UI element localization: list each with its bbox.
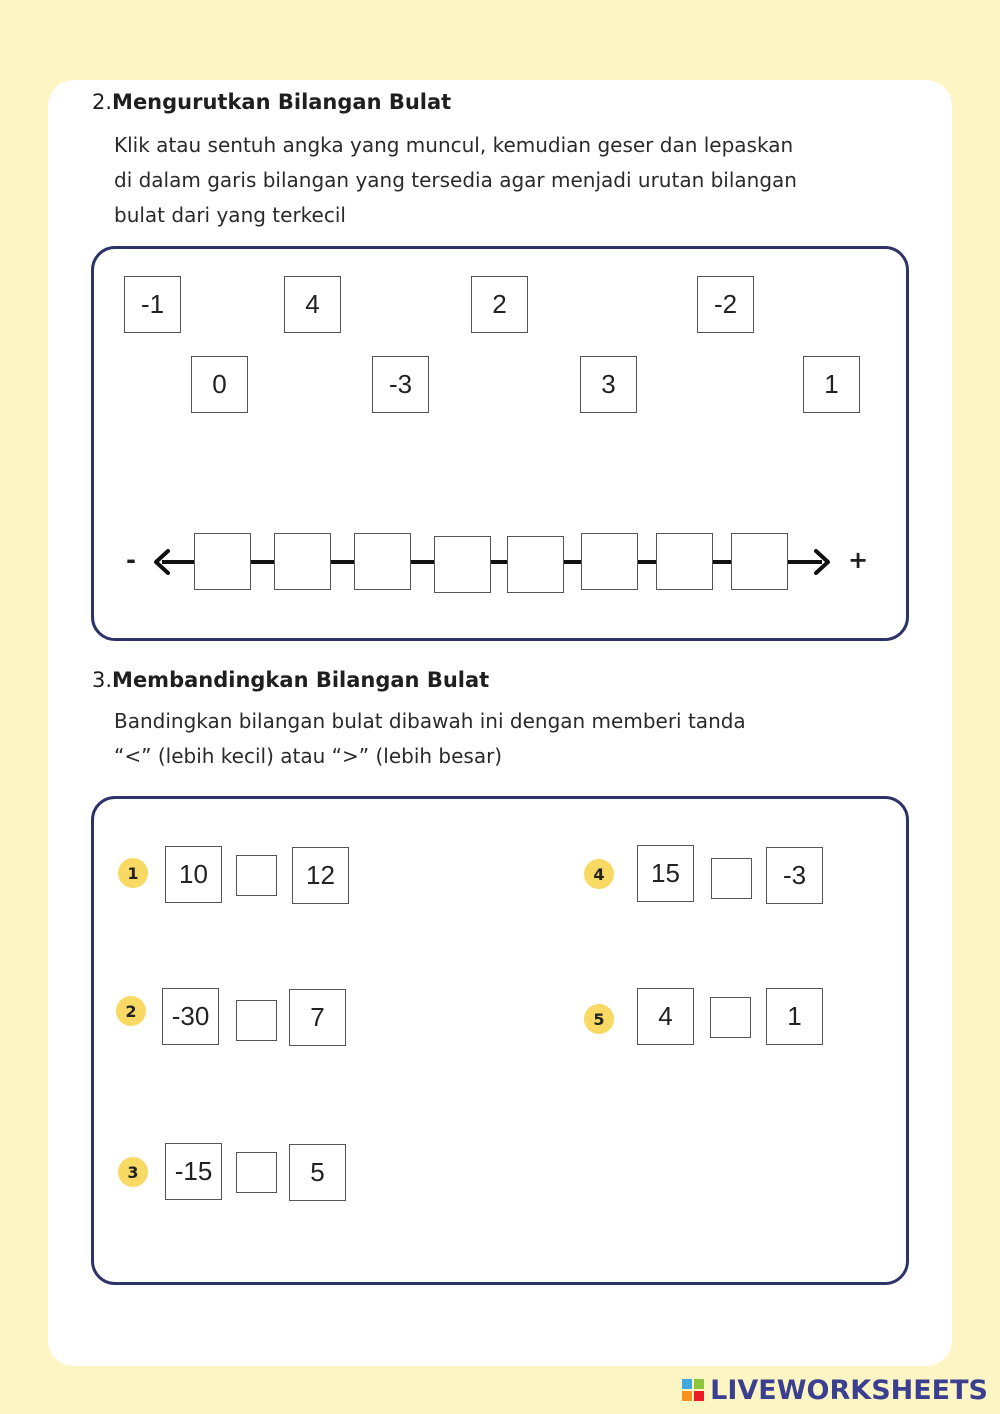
comparison-sign-input[interactable] bbox=[236, 855, 277, 896]
drop-slot-3[interactable] bbox=[354, 533, 411, 590]
section-3-instruction-line-1: Bandingkan bilangan bulat dibawah ini dengan memberi tanda bbox=[114, 709, 746, 733]
right-arrow-icon bbox=[812, 548, 834, 576]
section-2-instruction-line-1: Klik atau sentuh angka yang muncul, kemudian geser dan lepaskan bbox=[114, 133, 794, 157]
left-number: 4 bbox=[637, 988, 694, 1045]
section-3-number: 3. bbox=[92, 668, 113, 692]
comparison-sign-input[interactable] bbox=[236, 1000, 277, 1041]
comparison-sign-input[interactable] bbox=[711, 858, 752, 899]
liveworksheets-logo-icon bbox=[682, 1379, 704, 1401]
positive-sign: + bbox=[848, 546, 869, 574]
drop-slot-1[interactable] bbox=[194, 533, 251, 590]
item-number-badge: 4 bbox=[584, 859, 614, 889]
draggable-tile[interactable]: 4 bbox=[284, 276, 341, 333]
drop-slot-4[interactable] bbox=[434, 536, 491, 593]
draggable-tile[interactable]: 2 bbox=[471, 276, 528, 333]
number-line-axis bbox=[162, 560, 822, 564]
comparison-sign-input[interactable] bbox=[710, 997, 751, 1038]
left-number: -30 bbox=[162, 988, 219, 1045]
drop-slot-7[interactable] bbox=[656, 533, 713, 590]
section-2-title: Mengurutkan Bilangan Bulat bbox=[112, 90, 452, 114]
draggable-tile[interactable]: 0 bbox=[191, 356, 248, 413]
section-2-number: 2. bbox=[92, 90, 113, 114]
draggable-tile[interactable]: -2 bbox=[697, 276, 754, 333]
item-number-badge: 2 bbox=[116, 996, 146, 1026]
section-2-instruction-line-2: di dalam garis bilangan yang tersedia agar menjadi urutan bilangan bbox=[114, 168, 797, 192]
brand-name: LIVEWORKSHEETS bbox=[710, 1374, 988, 1406]
section-3-title: Membandingkan Bilangan Bulat bbox=[112, 668, 490, 692]
right-number: 1 bbox=[766, 988, 823, 1045]
drop-slot-2[interactable] bbox=[274, 533, 331, 590]
draggable-tile[interactable]: -3 bbox=[372, 356, 429, 413]
right-number: 5 bbox=[289, 1144, 346, 1201]
left-number: 15 bbox=[637, 845, 694, 902]
right-number: 7 bbox=[289, 989, 346, 1046]
right-number: -3 bbox=[766, 847, 823, 904]
draggable-tile[interactable]: -1 bbox=[124, 276, 181, 333]
section-3-heading bbox=[92, 667, 489, 693]
item-number-badge: 5 bbox=[584, 1004, 614, 1034]
left-number: -15 bbox=[165, 1143, 222, 1200]
left-number: 10 bbox=[165, 846, 222, 903]
draggable-tile[interactable]: 1 bbox=[803, 356, 860, 413]
draggable-tile[interactable]: 3 bbox=[580, 356, 637, 413]
left-arrow-icon bbox=[150, 548, 172, 576]
item-number-badge: 3 bbox=[118, 1157, 148, 1187]
liveworksheets-brand bbox=[682, 1372, 988, 1408]
section-3-instruction-line-2: “<” (lebih kecil) atau “>” (lebih besar) bbox=[114, 744, 503, 768]
section-2-heading bbox=[92, 89, 451, 115]
drop-slot-5[interactable] bbox=[507, 536, 564, 593]
right-number: 12 bbox=[292, 847, 349, 904]
item-number-badge: 1 bbox=[118, 858, 148, 888]
comparison-sign-input[interactable] bbox=[236, 1152, 277, 1193]
drop-slot-6[interactable] bbox=[581, 533, 638, 590]
section-2-instruction-line-3: bulat dari yang terkecil bbox=[114, 203, 346, 227]
negative-sign: - bbox=[126, 546, 136, 574]
drop-slot-8[interactable] bbox=[731, 533, 788, 590]
